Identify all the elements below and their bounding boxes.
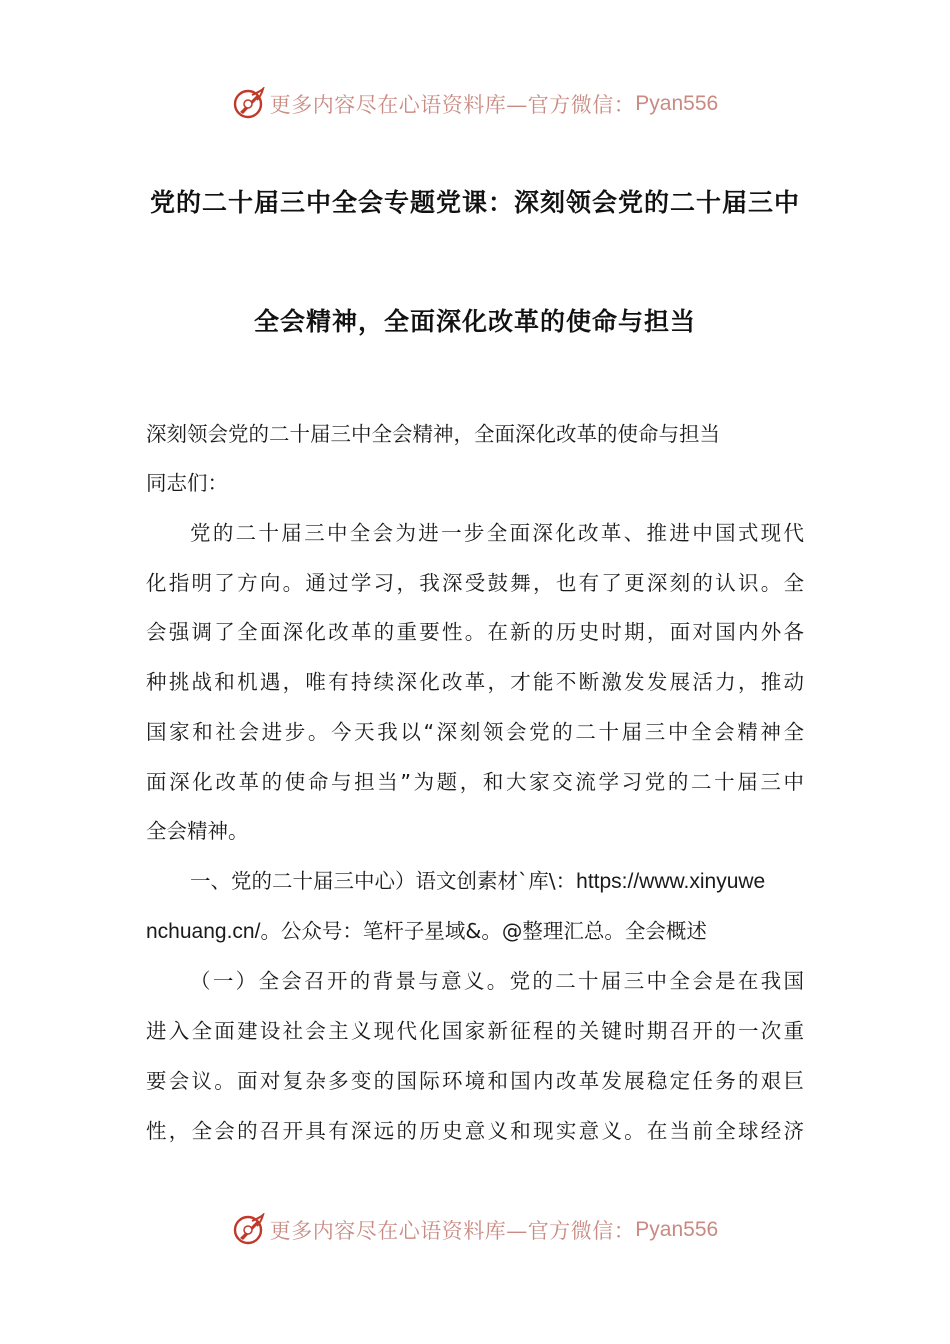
- salutation: 同志们：: [146, 471, 228, 495]
- watermark-wechat-id: Pyan556: [635, 1218, 719, 1241]
- document-title-line-1: 党的二十届三中全会专题党课：深刻领会党的二十届三中: [149, 188, 800, 217]
- paragraph-1-line: 种挑战和机遇，唯有持续深化改革，才能不断激发发展活力，推动: [146, 670, 804, 694]
- quill-logo-icon: [232, 87, 266, 121]
- watermark-text: 更多内容尽在心语资料库—官方微信：: [269, 1219, 636, 1243]
- paragraph-1-line: 会强调了全面深化改革的重要性。在新的历史时期，面对国内外各: [146, 620, 804, 644]
- quill-logo-icon: [232, 1213, 266, 1247]
- paragraph-1-line: 国家和社会进步。今天我以“深刻领会党的二十届三中全会精神全: [146, 720, 804, 744]
- paragraph-2-line: （一）全会召开的背景与意义。党的二十届三中全会是在我国: [190, 969, 804, 993]
- source-url-part-1: https://www.xinyuwe: [576, 870, 766, 893]
- paragraph-2-line: 进入全面建设社会主义现代化国家新征程的关键时期召开的一次重: [146, 1019, 804, 1043]
- source-url-part-2: nchuang.cn/: [146, 920, 261, 943]
- section-1-prefix: 一、党的二十届三中心）语文创素材`库\：: [190, 869, 577, 893]
- watermark-text: 更多内容尽在心语资料库—官方微信：: [269, 93, 636, 117]
- document-title-line-2: 全会精神，全面深化改革的使命与担当: [253, 307, 696, 336]
- watermark-wechat-id: Pyan556: [635, 92, 719, 115]
- section-1-suffix: 。公众号：笔杆子星域&。@整理汇总。全会概述: [260, 919, 707, 943]
- paragraph-2-line: 性，全会的召开具有深远的历史意义和现实意义。在当前全球经济: [146, 1119, 804, 1143]
- header-watermark: [0, 82, 950, 126]
- section-1-heading: [190, 866, 765, 896]
- paragraph-1-line: 面深化改革的使命与担当”为题，和大家交流学习党的二十届三中: [146, 770, 804, 794]
- paragraph-2-line: 要会议。面对复杂多变的国际环境和国内改革发展稳定任务的艰巨: [146, 1069, 804, 1093]
- paragraph-1-line: 党的二十届三中全会为进一步全面深化改革、推进中国式现代: [190, 521, 804, 545]
- footer-watermark: [0, 1208, 950, 1252]
- paragraph-1-line: 化指明了方向。通过学习，我深受鼓舞，也有了更深刻的认识。全: [146, 571, 804, 595]
- subtitle-line: 深刻领会党的二十届三中全会精神，全面深化改革的使命与担当: [146, 422, 720, 446]
- paragraph-1-line: 全会精神。: [146, 819, 249, 843]
- section-1-heading-cont: [146, 916, 707, 946]
